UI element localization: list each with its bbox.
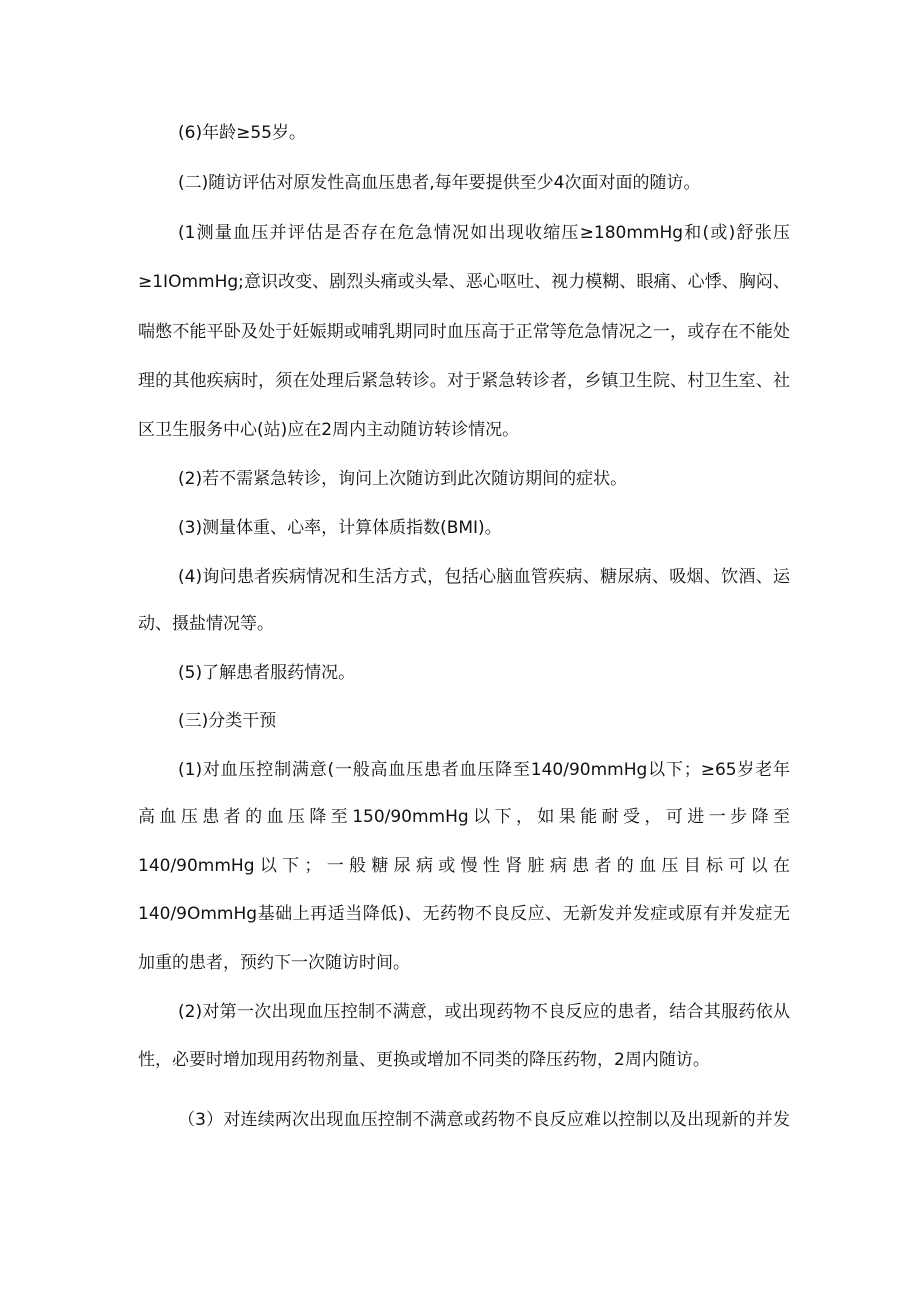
text-line-14: (1)对血压控制满意(一般高血压患者血压降至140/90mmHg以下；≥65岁老年 [178, 760, 790, 780]
text-line-21: （3）对连续两次出现血压控制不满意或药物不良反应难以控制以及出现新的并发 [178, 1110, 790, 1130]
text-line-6: 理的其他疾病时，须在处理后紧急转诊。对于紧急转诊者，乡镇卫生院、村卫生室、社 [138, 371, 790, 391]
text-line-13: (三)分类干预 [178, 711, 277, 731]
text-line-10: (4)询问患者疾病情况和生活方式，包括心脑血管疾病、糖尿病、吸烟、饮酒、运 [178, 567, 790, 587]
text-line-5: 喘憋不能平卧及处于妊娠期或哺乳期同时血压高于正常等危急情况之一，或存在不能处 [138, 322, 790, 342]
text-line-17: 140/9OmmHg基础上再适当降低)、无药物不良反应、无新发并发症或原有并发症无 [138, 904, 790, 924]
text-line-16: 140/90mmHg以下；一般糖尿病或慢性肾脏病患者的血压目标可以在 [138, 856, 790, 876]
text-line-20: 性，必要时增加现用药物剂量、更换或增加不同类的降压药物，2周内随访。 [138, 1050, 710, 1070]
text-line-4: ≥1IOmmHg;意识改变、剧烈头痛或头晕、恶心呕吐、视力模糊、眼痛、心悸、胸闷、 [138, 272, 790, 292]
text-line-8: (2)若不需紧急转诊，询问上次随访到此次随访期间的症状。 [178, 469, 628, 489]
text-line-11: 动、摄盐情况等。 [138, 614, 274, 634]
text-line-7: 区卫生服务中心(站)应在2周内主动随访转诊情况。 [138, 420, 520, 440]
text-line-3: (1测量血压并评估是否存在危急情况如出现收缩压≥180mmHg和(或)舒张压 [178, 223, 790, 243]
text-line-15: 高血压患者的血压降至150/90mmHg以下，如果能耐受，可进一步降至 [138, 807, 790, 827]
text-line-19: (2)对第一次出现血压控制不满意，或出现药物不良反应的患者，结合其服药依从 [178, 1002, 790, 1022]
text-line-2: (二)随访评估对原发性高血压患者,每年要提供至少4次面对面的随访。 [178, 173, 701, 193]
text-line-12: (5)了解患者服药情况。 [178, 663, 356, 683]
text-line-1: (6)年龄≥55岁。 [178, 123, 306, 143]
text-line-18: 加重的患者，预约下一次随访时间。 [138, 953, 410, 973]
text-line-9: (3)测量体重、心率，计算体质指数(BMI)。 [178, 518, 502, 538]
